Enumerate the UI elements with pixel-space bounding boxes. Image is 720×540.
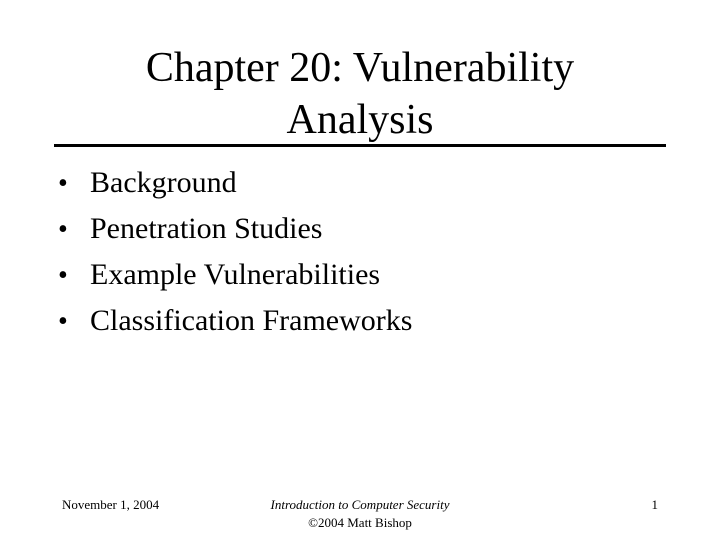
footer-date: November 1, 2004 [62, 497, 160, 512]
bullet-dot-icon: • [58, 214, 68, 245]
bullet-dot-icon: • [58, 306, 68, 337]
footer-course-info [200, 496, 520, 532]
footer-course-title: Introduction to Computer Security [270, 497, 450, 512]
bullet-label: Background [90, 166, 237, 199]
bullet-item-example-vulnerabilities [58, 252, 678, 298]
bullet-list [58, 160, 678, 344]
title-divider [54, 144, 666, 147]
bullet-dot-icon: • [58, 168, 68, 199]
bullet-label: Example Vulnerabilities [90, 258, 381, 291]
footer-copyright: ©2004 Matt Bishop [308, 515, 412, 530]
slide-title-line-1: Chapter 20: Vulnerability [145, 45, 575, 91]
slide-title-line-2: Analysis [286, 97, 434, 143]
bullet-item-classification-frameworks [58, 298, 678, 344]
slide-title [60, 42, 660, 146]
bullet-label: Penetration Studies [90, 212, 323, 245]
bullet-dot-icon: • [58, 260, 68, 291]
bullet-label: Classification Frameworks [90, 304, 413, 337]
bullet-item-penetration-studies [58, 206, 678, 252]
page-number: 1 [651, 497, 658, 512]
bullet-item-background [58, 160, 678, 206]
